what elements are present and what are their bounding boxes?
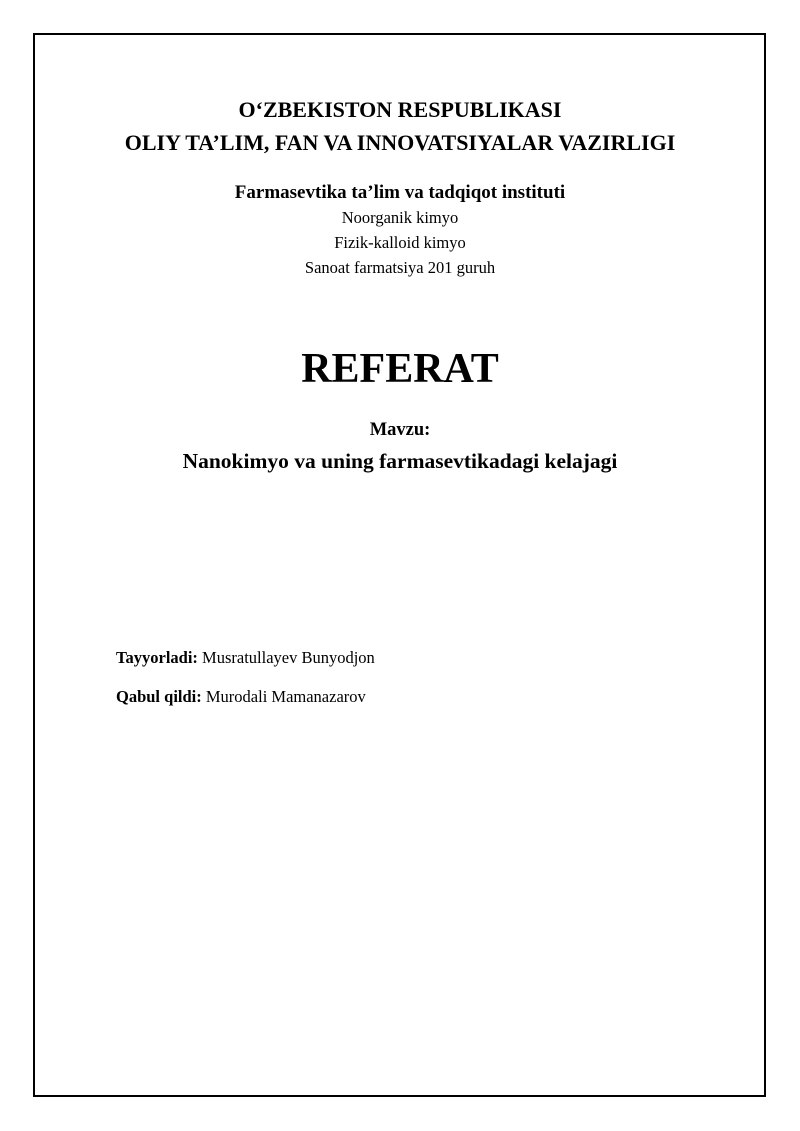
department-1: Noorganik kimyo [341, 208, 459, 227]
department-2: Fizik-kalloid kimyo [334, 233, 466, 252]
ministry-title-line-2: OLIY TA’LIM, FAN VA INNOVATSIYALAR VAZIRLIGI [124, 130, 676, 155]
topic-label: Mavzu: [369, 420, 431, 440]
accepted-by-label: Qabul qildi: [116, 687, 202, 706]
group-name: Sanoat farmatsiya 201 guruh [304, 258, 496, 277]
ministry-title-line-1: O‘ZBEKISTON RESPUBLIKASI [238, 97, 562, 122]
prepared-by-label: Tayyorladi: [116, 648, 198, 667]
document-type-title: REFERAT [301, 346, 499, 392]
accepted-by [116, 687, 366, 707]
topic-title: Nanokimyo va uning farmasevtikadagi kelajagi [182, 449, 618, 473]
prepared-by [116, 648, 375, 668]
accepted-by-name: Murodali Mamanazarov [205, 687, 366, 706]
prepared-by-name: Musratullayev Bunyodjon [202, 648, 375, 667]
institute-name: Farmasevtika ta’lim va tadqiqot instituti [234, 182, 566, 203]
